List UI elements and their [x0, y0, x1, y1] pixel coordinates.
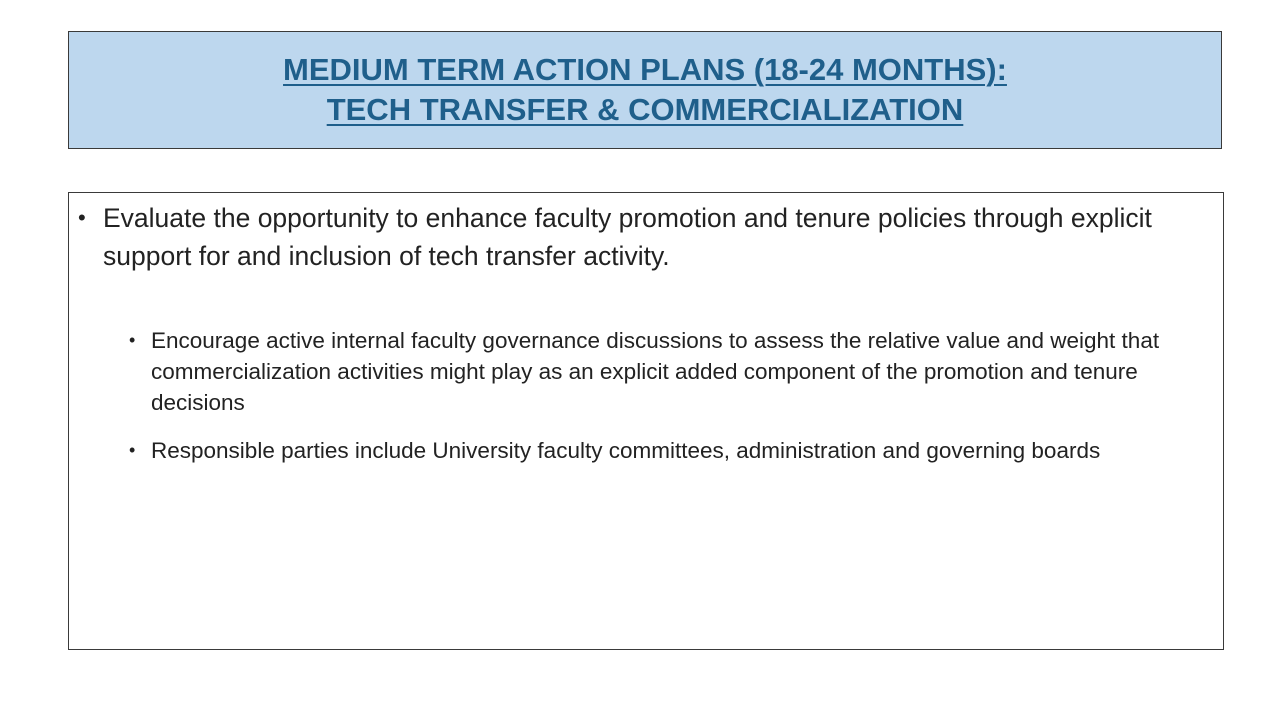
- content-box: [68, 192, 1224, 650]
- bullet-dot-icon: •: [129, 330, 136, 350]
- sub-bullet-text: Responsible parties include University faculty committees, administration and governing boards: [151, 438, 1101, 463]
- main-bullet-text: Evaluate the opportunity to enhance faculty promotion and tenure policies through explicit support for and inclusion of tech transfer activity.: [103, 203, 1152, 271]
- bullet-dot-icon: •: [129, 440, 136, 460]
- sub-bullet: [129, 435, 1211, 466]
- slide-title-line-1: MEDIUM TERM ACTION PLANS (18-24 MONTHS):: [283, 52, 1007, 87]
- sub-bullet-text: Encourage active internal faculty governance discussions to assess the relative value and weight that commercialization activities might play as an explicit added component of the promotion and tenure decisions: [151, 328, 1160, 415]
- title-box: [68, 31, 1222, 149]
- slide-title-line-2: TECH TRANSFER & COMMERCIALIZATION: [326, 92, 964, 127]
- sub-bullet: [129, 325, 1211, 418]
- main-bullet: [78, 199, 1193, 275]
- bullet-dot-icon: •: [78, 205, 86, 230]
